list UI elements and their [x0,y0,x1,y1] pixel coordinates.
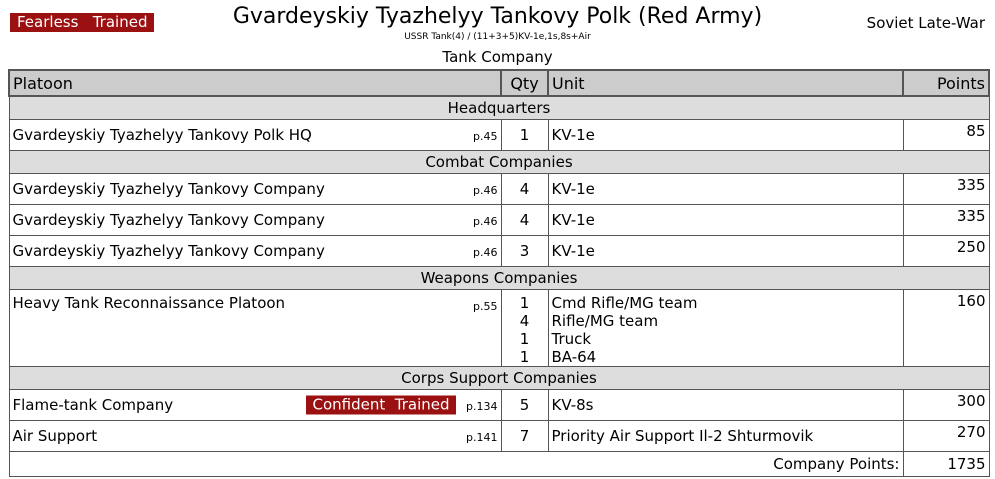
company-type: Tank Company [442,48,553,66]
unit-name: KV-8s [551,396,594,414]
column-header-qty: Qty [501,70,548,96]
page-reference: p.134 [466,400,498,414]
qty-cell [501,290,548,367]
table-row [9,174,989,205]
unit-name: KV-1e [551,211,595,229]
table-header-row [9,70,989,96]
page-title: Gvardeyskiy Tyazhelyy Tankovy Polk (Red Army) [232,4,763,29]
platoon-cell [9,205,501,236]
platoon-name: Gvardeyskiy Tyazhelyy Tankovy Company [12,211,325,229]
points-value: 335 [903,174,989,205]
points-value: 250 [903,236,989,267]
column-header-unit: Unit [548,70,903,96]
skill-badge: Confident Trained [306,396,455,415]
unit-cell [548,236,903,267]
platoon-cell [9,236,501,267]
page-reference: p.46 [473,184,498,198]
section-title: Corps Support Companies [9,367,989,390]
section-row [9,367,989,390]
table-row [9,205,989,236]
list-summary: USSR Tank(4) / (11+3+5)KV-1e,1s,8s+Air [404,32,591,42]
qty-cell [501,205,548,236]
page-reference: p.46 [473,246,498,260]
unit-name: Rifle/MG team [551,312,659,330]
page-reference: p.46 [473,215,498,229]
total-label: Company Points: [9,452,903,477]
qty-value: 1 [519,348,530,366]
platoon-cell [9,120,501,151]
unit-name: Cmd Rifle/MG team [551,294,698,312]
unit-name: Priority Air Support Il-2 Shturmovik [551,427,814,445]
platoon-cell [9,290,501,367]
section-title: Combat Companies [9,151,989,174]
qty-value: 5 [519,396,530,414]
platoon-wrap [13,394,498,416]
page-reference: p.45 [473,130,498,144]
unit-cell [548,205,903,236]
unit-cell [548,120,903,151]
platoon-name: Air Support [12,427,98,445]
section-title: Headquarters [9,96,989,120]
platoon-wrap [13,425,498,447]
qty-value: 4 [519,180,530,198]
column-header-points: Points [903,70,989,96]
qty-cell [501,120,548,151]
qty-value: 4 [519,312,530,330]
unit-name: KV-1e [551,126,595,144]
platoon-wrap [13,294,498,312]
column-header-platoon: Platoon [9,70,501,96]
platoon-name: Gvardeyskiy Tyazhelyy Tankovy Polk HQ [12,126,312,144]
qty-value: 1 [519,294,530,312]
qty-value: 3 [519,242,530,260]
section-row [9,96,989,120]
table-body [9,96,989,452]
platoon-cell [9,390,501,421]
era-label: Soviet Late-War [866,14,985,32]
points-value: 335 [903,205,989,236]
page-reference: p.141 [466,431,498,445]
platoon-wrap [13,240,498,262]
platoon-cell [9,421,501,452]
page-reference: p.55 [473,300,498,313]
table-row [9,120,989,151]
qty-value: 7 [519,427,530,445]
table-row [9,390,989,421]
unit-name: Truck [551,330,592,348]
platoon-name: Flame-tank Company [12,396,174,414]
section-row [9,267,989,290]
table-row [9,236,989,267]
unit-cell [548,290,903,367]
points-value: 270 [903,421,989,452]
unit-name: KV-1e [551,242,595,260]
platoon-wrap [13,209,498,231]
unit-cell [548,174,903,205]
qty-cell [501,390,548,421]
points-value: 85 [903,120,989,151]
platoon-name: Gvardeyskiy Tyazhelyy Tankovy Company [12,180,325,198]
platoon-cell [9,174,501,205]
qty-cell [501,236,548,267]
total-points: 1735 [903,452,989,477]
qty-value: 1 [519,126,530,144]
section-title: Weapons Companies [9,267,989,290]
points-value: 160 [903,290,989,367]
army-list-table [8,69,990,477]
platoon-name: Heavy Tank Reconnaissance Platoon [12,294,286,312]
total-row [9,452,989,477]
table-row [9,421,989,452]
points-value: 300 [903,390,989,421]
qty-cell [501,174,548,205]
platoon-wrap [13,124,498,146]
skill-badge: Fearless Trained [10,13,154,32]
qty-value: 1 [519,330,530,348]
platoon-wrap [13,178,498,200]
unit-name: KV-1e [551,180,595,198]
unit-cell [548,390,903,421]
unit-cell [548,421,903,452]
section-row [9,151,989,174]
qty-cell [501,421,548,452]
unit-name: BA-64 [551,348,597,366]
platoon-name: Gvardeyskiy Tyazhelyy Tankovy Company [12,242,325,260]
table-row [9,290,989,367]
qty-value: 4 [519,211,530,229]
